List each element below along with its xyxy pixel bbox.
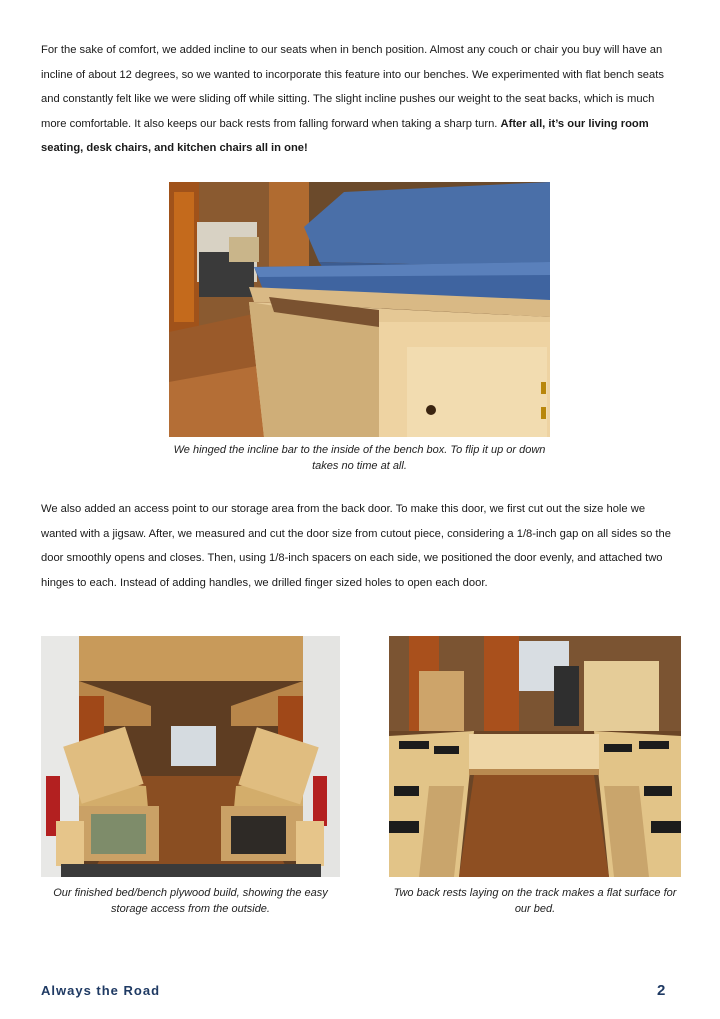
footer-brand: Always the Road	[41, 983, 161, 998]
flat-bed-photo	[389, 636, 681, 877]
flat-bed-caption: Two back rests laying on the track makes a flat surface for our bed.	[393, 887, 677, 915]
bench-incline-caption: We hinged the incline bar to the inside of the bench box. To flip it up or down takes no time at all.	[173, 444, 546, 472]
intro-text: For the sake of comfort, we added incline to our seats when in bench position. Almost any couch or chair you buy will have an incline of about 12 degrees, so we wanted to incorporate this feature into our benches. We experimented with flat bench seats and constantly felt like we were sliding off while sitting. The slight incline pushes our weight to the seat backs, which is much more comfortable. It also keeps our back rests from falling forward when taking a sharp turn.	[41, 44, 664, 130]
bench-incline-photo	[169, 182, 550, 437]
intro-bold-text: After all, it’s our living room seating, desk chairs, and kitchen chairs all in one!	[41, 117, 649, 154]
rear-storage-caption: Our finished bed/bench plywood build, showing the easy storage access from the outside.	[53, 887, 328, 915]
rear-storage-photo	[41, 636, 340, 877]
page-number: 2	[657, 982, 666, 999]
intro-paragraph	[41, 38, 681, 161]
storage-access-paragraph: We also added an access point to our storage area from the back door. To make this door, we first cut out the size hole we wanted with a jigsaw. After, we measured and cut the door size from cutout piece, considering a 1/8-inch gap on all sides so the door smoothly opens and closes. Then, using 1/8-inch spacers on each side, we positioned the door evenly, and attached two hinges to each. Instead of adding handles, we drilled finger sized holes to open each door.	[41, 503, 671, 589]
